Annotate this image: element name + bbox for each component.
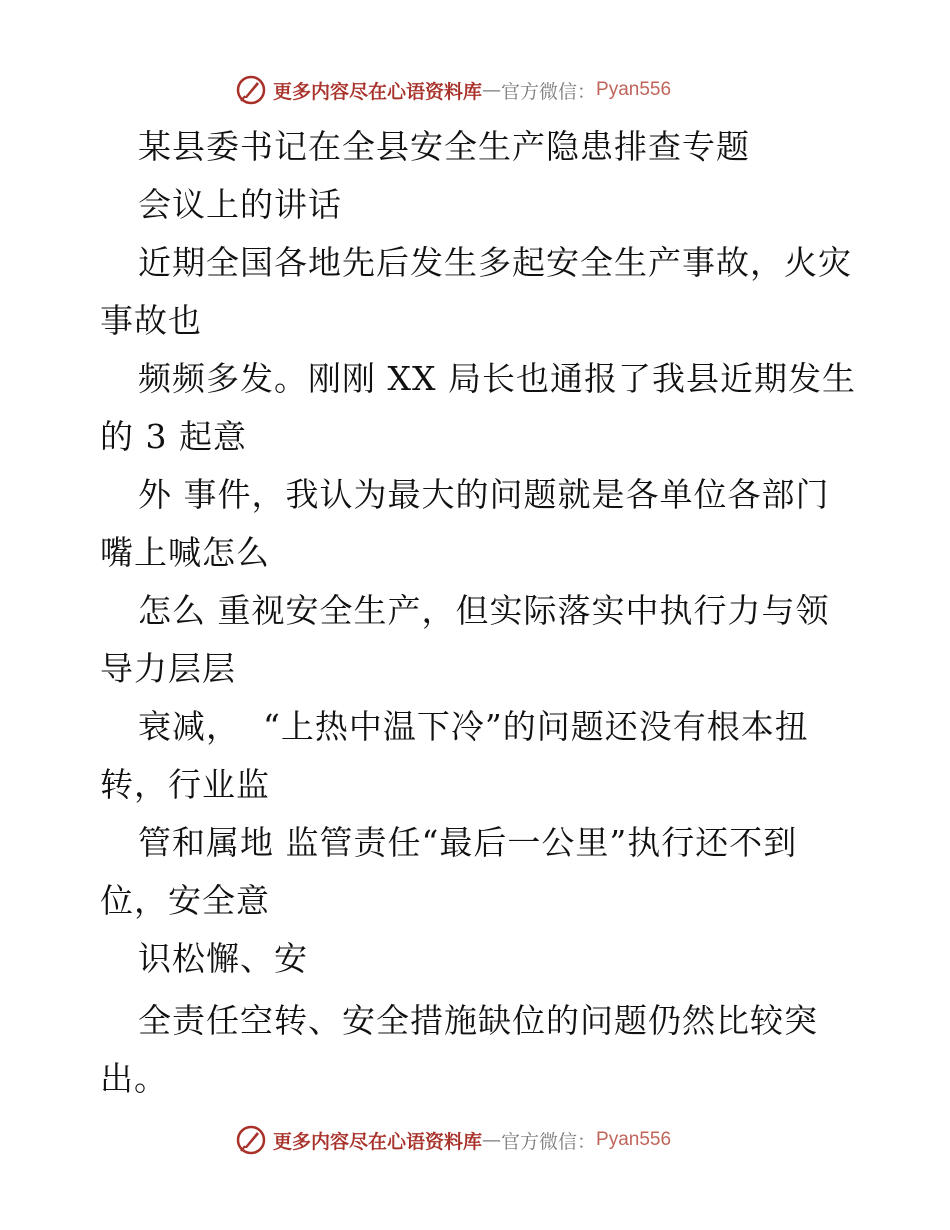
banner-separator: — (482, 79, 502, 101)
text-line: 外 事件，我认为最大的问题就是各单位各部门 (138, 475, 830, 514)
text-line: 全责任空转、安全措施缺位的问题仍然比较突 (138, 1001, 818, 1040)
text-line: 衰减， “上热中温下冷”的问题还没有根本扭 (138, 707, 809, 746)
feather-pen-circle-icon (235, 1124, 267, 1156)
text-line: 嘴上喊怎么 (100, 533, 270, 572)
banner-wechat-label: 官方微信： (501, 1130, 597, 1153)
text-line: 的 3 起意 (100, 417, 247, 456)
text-line: 近期全国各地先后发生多起安全生产事故，火灾 (138, 243, 852, 282)
text-line: 转，行业监 (100, 765, 270, 804)
banner-wechat-account: Pyan556 (596, 1129, 672, 1150)
footer-banner (235, 1123, 671, 1157)
banner-wechat-label: 官方微信： (501, 80, 597, 103)
text-line: 导力层层 (100, 649, 236, 688)
text-line: 管和属地 监管责任“最后一公里”执行还不到 (138, 823, 798, 862)
document-title-line-2: 会议上的讲话 (138, 185, 342, 224)
text-line: 怎么 重视安全生产，但实际落实中执行力与领 (138, 591, 830, 630)
text-line: 位，安全意 (100, 881, 270, 920)
banner-site-name: 更多内容尽在心语资料库 (273, 1130, 483, 1153)
banner-wechat-account: Pyan556 (596, 79, 672, 100)
document-title-line-1: 某县委书记在全县安全生产隐患排查专题 (138, 127, 750, 166)
text-line: 识松懈、安 (138, 939, 308, 978)
banner-site-name: 更多内容尽在心语资料库 (273, 80, 483, 103)
text-line: 事故也 (100, 301, 202, 340)
banner-separator: — (482, 1129, 502, 1151)
text-line: 出。 (100, 1059, 168, 1098)
text-line: 频频多发。刚刚 XX 局长也通报了我县近期发生 (138, 359, 856, 398)
